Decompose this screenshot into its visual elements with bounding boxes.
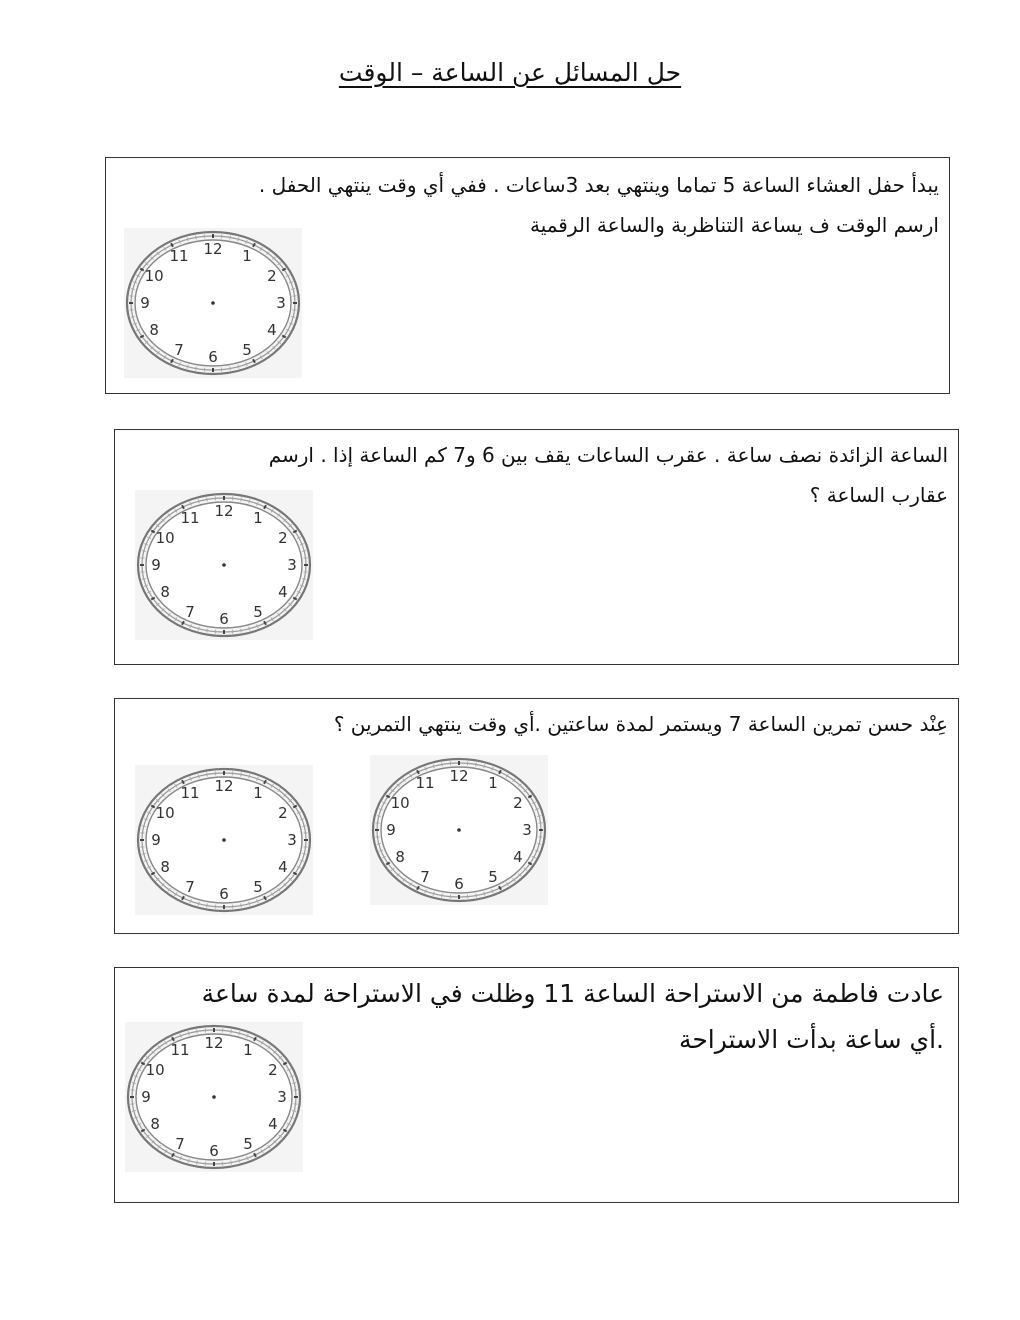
minute-tick <box>300 860 304 861</box>
minute-tick <box>172 1037 174 1040</box>
minute-tick <box>254 1037 256 1040</box>
minute-tick <box>231 1030 232 1034</box>
minute-tick <box>535 809 539 810</box>
minute-tick <box>133 282 137 283</box>
minute-tick <box>302 826 306 827</box>
minute-tick <box>241 629 242 633</box>
clock-number: 2 <box>278 529 288 547</box>
minute-tick <box>289 323 293 324</box>
clock-number: 11 <box>169 247 189 266</box>
minute-tick <box>291 317 295 318</box>
minute-tick <box>132 1111 136 1112</box>
minute-tick <box>241 498 242 502</box>
clock-number: 10 <box>144 267 164 285</box>
clock-svg <box>125 1022 303 1172</box>
minute-tick <box>142 826 146 827</box>
minute-tick <box>253 359 255 362</box>
minute-tick <box>442 894 443 898</box>
clock-number: 8 <box>160 583 170 601</box>
clock-number: 3 <box>287 831 297 849</box>
clock-number: 5 <box>242 340 252 359</box>
clock-number: 5 <box>253 602 263 621</box>
minute-tick <box>264 621 266 624</box>
minute-tick <box>300 544 304 545</box>
clock-number: 10 <box>390 794 410 812</box>
minute-tick <box>290 1076 294 1077</box>
minute-tick <box>499 886 501 889</box>
minute-tick <box>291 289 295 290</box>
problem-1-line-1: يبدأ حفل العشاء الساعة 5 تماما وينتهي بعد 3ساعات . ففي أي وقت ينتهي الحفل . <box>258 173 939 197</box>
problem-box-1 <box>105 157 950 394</box>
minute-tick <box>417 770 419 773</box>
clock-number: 6 <box>208 348 218 366</box>
clock-number: 6 <box>219 885 229 903</box>
minute-tick <box>132 1083 136 1084</box>
minute-tick <box>187 237 188 241</box>
minute-tick <box>230 236 231 240</box>
clock-number: 5 <box>488 867 498 886</box>
problem-4-line-2: .أي ساعة بدأت الاستراحة <box>678 1025 944 1054</box>
clock-number: 7 <box>174 340 184 359</box>
minute-tick <box>198 774 199 778</box>
clock-center-dot <box>212 1095 216 1099</box>
minute-tick <box>230 367 231 371</box>
minute-tick <box>239 1031 240 1035</box>
minute-tick <box>253 243 255 246</box>
minute-tick <box>302 551 306 552</box>
clock-number: 9 <box>140 294 150 312</box>
problem-4-line-1: عادت فاطمة من الاستراحة الساعة 11 وظلت في الاستراحة لمدة ساعة <box>201 979 944 1008</box>
problem-3-line-1: عِنْد حسن تمرين الساعة 7 ويستمر لمدة ساعتين .أي وقت ينتهي التمرين ؟ <box>333 712 948 736</box>
minute-tick <box>207 904 208 908</box>
minute-tick <box>196 236 197 240</box>
minute-tick <box>302 579 306 580</box>
minute-tick <box>238 237 239 241</box>
minute-tick <box>300 819 304 820</box>
clock-number: 8 <box>160 858 170 876</box>
clock-svg <box>124 228 302 378</box>
clock-number: 2 <box>268 1061 278 1079</box>
clock-number: 5 <box>243 1134 253 1153</box>
clock-number: 11 <box>180 509 200 528</box>
clock-number: 5 <box>253 877 263 896</box>
clock-number: 4 <box>268 1115 278 1133</box>
minute-tick <box>241 773 242 777</box>
minute-tick <box>292 1083 296 1084</box>
clock-number: 12 <box>449 767 469 785</box>
clock-number: 4 <box>278 858 288 876</box>
clock-svg <box>370 755 548 905</box>
clock-number: 1 <box>253 509 263 528</box>
clock-number: 6 <box>209 1142 219 1160</box>
minute-tick <box>239 1159 240 1163</box>
clock-number: 3 <box>277 1088 287 1106</box>
minute-tick <box>188 1031 189 1035</box>
clock-center-dot <box>222 563 226 567</box>
minute-tick <box>142 579 146 580</box>
minute-tick <box>142 854 146 855</box>
minute-tick <box>187 365 188 369</box>
analog-clock-face[interactable] <box>125 1022 303 1172</box>
minute-tick <box>417 886 419 889</box>
clock-number: 12 <box>204 1034 224 1052</box>
minute-tick <box>433 892 434 896</box>
clock-number: 10 <box>155 529 175 547</box>
clock-number: 7 <box>175 1134 185 1153</box>
minute-tick <box>292 1111 296 1112</box>
minute-tick <box>377 816 381 817</box>
clock-number: 7 <box>185 877 195 896</box>
minute-tick <box>133 323 137 324</box>
minute-tick <box>238 365 239 369</box>
minute-tick <box>377 844 381 845</box>
analog-clock-face-end[interactable] <box>135 765 313 915</box>
minute-tick <box>198 499 199 503</box>
minute-tick <box>484 892 485 896</box>
minute-tick <box>144 819 148 820</box>
problem-2-line-1: الساعة الزائدة نصف ساعة . عقرب الساعات يقف بين 6 و7 كم الساعة إذا . ارسم <box>268 443 948 467</box>
clock-number: 12 <box>214 777 234 795</box>
analog-clock-face[interactable] <box>124 228 302 378</box>
minute-tick <box>207 773 208 777</box>
clock-number: 1 <box>243 1041 253 1060</box>
minute-tick <box>302 854 306 855</box>
minute-tick <box>131 317 135 318</box>
minute-tick <box>249 627 250 631</box>
minute-tick <box>142 551 146 552</box>
clock-number: 9 <box>151 556 161 574</box>
problem-2-line-2: عقارب الساعة ؟ <box>809 483 948 507</box>
page-title: حل المسائل عن الساعة – الوقت <box>338 58 682 87</box>
clock-number: 1 <box>253 784 263 803</box>
clock-svg <box>135 490 313 640</box>
minute-tick <box>476 894 477 898</box>
clock-number: 8 <box>395 848 405 866</box>
analog-clock-face-start[interactable] <box>370 755 548 905</box>
minute-tick <box>144 544 148 545</box>
minute-tick <box>197 1161 198 1165</box>
minute-tick <box>442 763 443 767</box>
clock-number: 2 <box>513 794 523 812</box>
clock-center-dot <box>211 301 215 305</box>
clock-number: 4 <box>513 848 523 866</box>
minute-tick <box>144 585 148 586</box>
minute-tick <box>182 780 184 783</box>
clock-number: 11 <box>180 784 200 803</box>
clock-center-dot <box>222 838 226 842</box>
clock-number: 12 <box>214 502 234 520</box>
minute-tick <box>249 774 250 778</box>
minute-tick <box>379 809 383 810</box>
clock-number: 8 <box>150 1115 160 1133</box>
minute-tick <box>196 367 197 371</box>
minute-tick <box>264 505 266 508</box>
clock-number: 11 <box>170 1041 190 1060</box>
minute-tick <box>197 1030 198 1034</box>
minute-tick <box>476 763 477 767</box>
clock-number: 10 <box>145 1061 165 1079</box>
minute-tick <box>433 764 434 768</box>
minute-tick <box>537 816 541 817</box>
minute-tick <box>171 243 173 246</box>
minute-tick <box>134 1117 138 1118</box>
minute-tick <box>182 505 184 508</box>
minute-tick <box>241 904 242 908</box>
clock-number: 3 <box>522 821 532 839</box>
clock-number: 9 <box>386 821 396 839</box>
minute-tick <box>207 629 208 633</box>
minute-tick <box>537 844 541 845</box>
clock-number: 1 <box>488 774 498 793</box>
clock-number: 6 <box>454 875 464 893</box>
minute-tick <box>172 1153 174 1156</box>
clock-center-dot <box>457 828 461 832</box>
minute-tick <box>484 764 485 768</box>
minute-tick <box>499 770 501 773</box>
problem-box-2 <box>114 429 959 665</box>
clock-number: 6 <box>219 610 229 628</box>
clock-number: 3 <box>287 556 297 574</box>
minute-tick <box>134 1076 138 1077</box>
clock-number: 11 <box>415 774 435 793</box>
minute-tick <box>254 1153 256 1156</box>
clock-svg <box>135 765 313 915</box>
clock-number: 2 <box>267 267 277 285</box>
clock-number: 3 <box>276 294 286 312</box>
clock-number: 7 <box>185 602 195 621</box>
problem-box-3 <box>114 698 959 934</box>
problem-1-line-2: ارسم الوقت ف يساعة التناظربة والساعة الرقمية <box>529 213 939 237</box>
minute-tick <box>289 282 293 283</box>
minute-tick <box>171 359 173 362</box>
minute-tick <box>231 1161 232 1165</box>
clock-number: 4 <box>278 583 288 601</box>
clock-number: 10 <box>155 804 175 822</box>
clock-number: 4 <box>267 321 277 339</box>
minute-tick <box>290 1117 294 1118</box>
clock-number: 1 <box>242 247 252 266</box>
analog-clock-face[interactable] <box>135 490 313 640</box>
minute-tick <box>131 289 135 290</box>
minute-tick <box>249 499 250 503</box>
minute-tick <box>198 627 199 631</box>
clock-number: 7 <box>420 867 430 886</box>
minute-tick <box>188 1159 189 1163</box>
minute-tick <box>535 850 539 851</box>
minute-tick <box>264 780 266 783</box>
minute-tick <box>198 902 199 906</box>
clock-number: 9 <box>141 1088 151 1106</box>
minute-tick <box>379 850 383 851</box>
minute-tick <box>207 498 208 502</box>
minute-tick <box>300 585 304 586</box>
minute-tick <box>264 896 266 899</box>
clock-number: 8 <box>149 321 159 339</box>
clock-number: 9 <box>151 831 161 849</box>
minute-tick <box>182 621 184 624</box>
minute-tick <box>144 860 148 861</box>
minute-tick <box>249 902 250 906</box>
problem-box-4 <box>114 967 959 1203</box>
clock-number: 12 <box>203 240 223 258</box>
minute-tick <box>182 896 184 899</box>
clock-number: 2 <box>278 804 288 822</box>
